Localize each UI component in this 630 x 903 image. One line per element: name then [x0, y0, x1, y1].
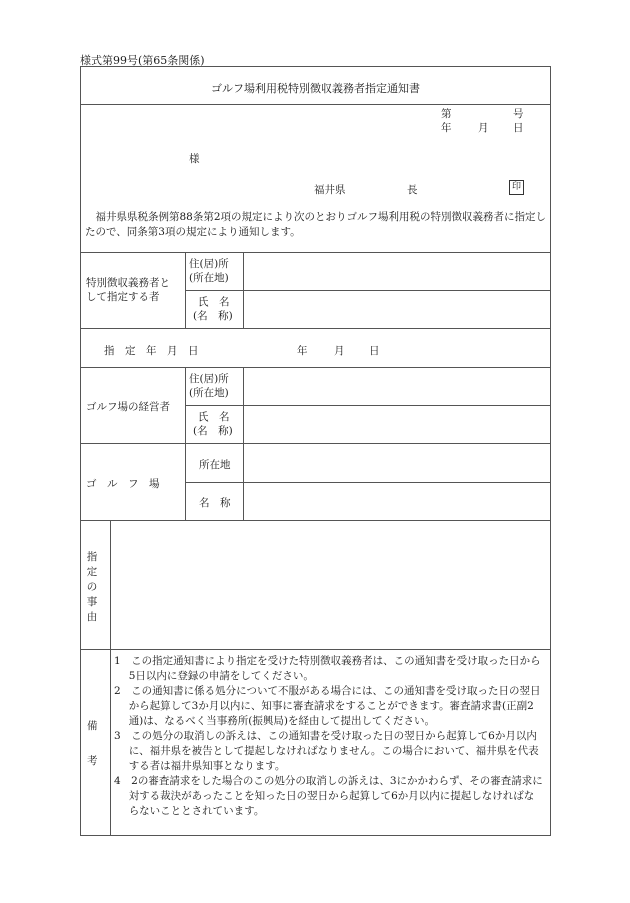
- title-divider: [80, 104, 551, 105]
- designee-address-label: 住(居)所 (所在地): [189, 258, 229, 284]
- operator-bottom-divider: [80, 443, 551, 444]
- date-bottom-divider: [80, 367, 551, 368]
- form-number-label: 様式第99号(第65条関係): [80, 54, 205, 67]
- doc-number-go: 号: [513, 108, 524, 120]
- doc-date-day: 日: [513, 122, 524, 134]
- designation-date-day: 日: [369, 345, 380, 357]
- remark-item: 2 この通知書に係る処分について不服がある場合には、この通知書を受け取った日の翌日から起算して3か月以内に、知事に審査請求をすることができます。審査請求書(正副2通)は、なるべく当事務所(振興局)を経由して提出してください。: [114, 685, 541, 727]
- remarks-label-2: 考: [87, 755, 98, 767]
- seal-mark: 印: [509, 180, 524, 195]
- remark-item: 4 2の審査請求をした場合のこの処分の取消しの訴えは、3にかかわらず、その審査請求に対する裁決があったことを知った日の翌日から起算して6か月以内に提起しなければならないこととされています。: [114, 775, 543, 817]
- issuer-chief: 長: [407, 184, 418, 196]
- golf-bottom-divider: [80, 520, 551, 521]
- header-divider: [80, 252, 551, 253]
- operator-col-line-2: [243, 367, 244, 520]
- operator-divider: [185, 405, 551, 406]
- issuer-prefecture: 福井県: [314, 184, 346, 196]
- operator-address-label: 住(居)所 (所在地): [189, 373, 229, 399]
- reason-label: 指定の事由: [86, 551, 98, 623]
- remarks-label-1: 備: [87, 720, 98, 732]
- reason-bottom-divider: [80, 649, 551, 650]
- operator-col-line-1: [185, 367, 186, 520]
- designee-name-label: 氏 名 (名 称): [193, 296, 233, 322]
- document-title: ゴルフ場利用税特別徴収義務者指定通知書: [211, 82, 420, 95]
- designation-date-year: 年: [297, 345, 308, 357]
- golf-location-label: 所在地: [199, 459, 231, 471]
- operator-label: ゴルフ場の経営者: [86, 401, 170, 413]
- operator-name-label: 氏 名 (名 称): [193, 411, 233, 437]
- doc-number-dai: 第: [441, 108, 452, 120]
- doc-date-year: 年: [441, 122, 452, 134]
- label-col-line: [110, 520, 111, 836]
- designee-col-line-2: [243, 252, 244, 328]
- notice-body: 福井県県税条例第88条第2項の規定により次のとおりゴルフ場利用税の特別徴収義務者に指定したので、同条第3項の規定により通知します。: [85, 211, 547, 238]
- designation-date-label: 指 定 年 月 日: [104, 345, 199, 357]
- designee-label: 特別徴収義務者と して指定する者: [86, 277, 170, 303]
- golf-divider: [185, 482, 551, 483]
- designation-date-month: 月: [334, 345, 345, 357]
- designee-col-line-1: [185, 252, 186, 328]
- golf-course-label: ゴ ル フ 場: [86, 478, 160, 490]
- addressee-suffix: 様: [189, 153, 200, 165]
- remark-item: 3 この処分の取消しの訴えは、この通知書を受け取った日の翌日から起算して6か月以内に、福井県を被告として提起しなければなりません。この場合において、福井県を代表する者は福井県知事となります。: [114, 730, 539, 772]
- remark-item: 1 この指定通知書により指定を受けた特別徴収義務者は、この通知書を受け取った日から5日以内に登録の申請をしてください。: [114, 655, 541, 682]
- designee-divider: [185, 290, 551, 291]
- remarks-list: [114, 654, 544, 819]
- designee-bottom-divider: [80, 328, 551, 329]
- golf-name-label: 名 称: [199, 497, 231, 509]
- doc-date-month: 月: [478, 122, 489, 134]
